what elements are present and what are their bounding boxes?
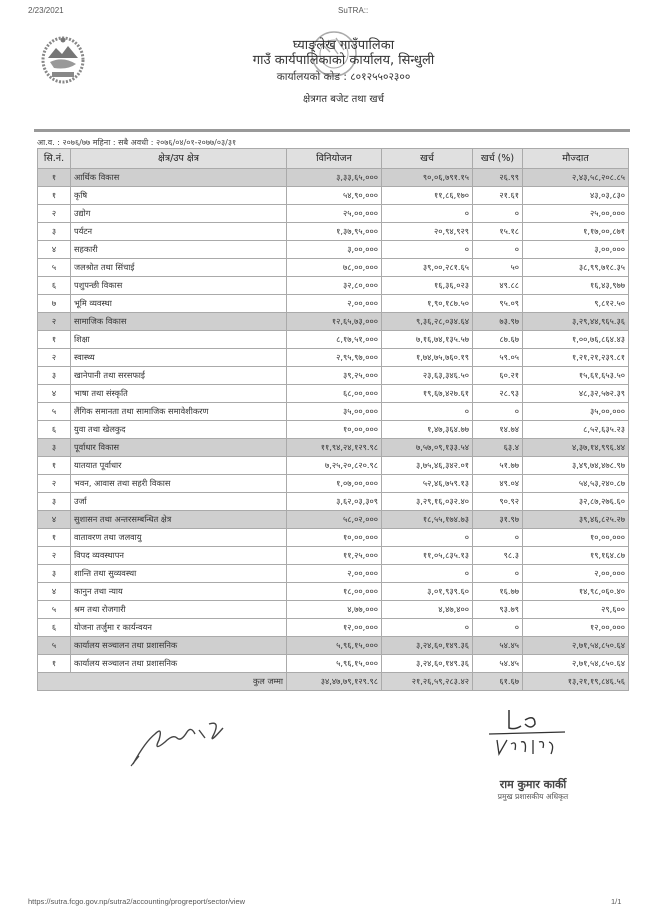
row-expense: ० xyxy=(382,529,473,547)
sector-row xyxy=(38,637,629,655)
row-sector-name: उर्जा xyxy=(71,493,287,511)
row-expense-percent: ० xyxy=(473,403,523,421)
row-serial-number: ३ xyxy=(38,565,71,583)
table-header-row xyxy=(38,149,629,169)
row-balance: ३८,९९,७१८.३५ xyxy=(523,259,629,277)
row-balance: ४८,३२,५७२.३९ xyxy=(523,385,629,403)
subsector-row xyxy=(38,457,629,475)
row-balance: १९,१६४.८७ xyxy=(523,547,629,565)
row-expense: ३,२४,६०,१४९.३६ xyxy=(382,637,473,655)
row-balance: २,७१,५४,८५०.६४ xyxy=(523,637,629,655)
row-allocation: २५,००,००० xyxy=(287,205,382,223)
sector-row xyxy=(38,313,629,331)
row-balance: २,७१,५४,८५०.६४ xyxy=(523,655,629,673)
row-expense-percent: ५४.४५ xyxy=(473,655,523,673)
row-sector-name: लैंगिक समानता तथा सामाजिक समावेशीकरण xyxy=(71,403,287,421)
row-expense-percent: १६.७७ xyxy=(473,583,523,601)
row-balance: २५,००,००० xyxy=(523,205,629,223)
row-allocation: २,९५,९७,००० xyxy=(287,349,382,367)
row-serial-number: ४ xyxy=(38,583,71,601)
row-sector-name: कृषि xyxy=(71,187,287,205)
row-expense: ३,२४,६०,१४९.३६ xyxy=(382,655,473,673)
subsector-row xyxy=(38,187,629,205)
report-title: क्षेत्रगत बजेट तथा खर्च xyxy=(303,94,384,105)
row-balance: १,२१,२१,२३९.८१ xyxy=(523,349,629,367)
row-allocation: १८,००,००० xyxy=(287,583,382,601)
row-expense-percent: ५१.७७ xyxy=(473,457,523,475)
row-sector-name: युवा तथा खेलकुद xyxy=(71,421,287,439)
sector-row xyxy=(38,439,629,457)
row-balance: ३,२९,४४,९६५.३६ xyxy=(523,313,629,331)
row-sector-name: यातयात पूर्वाधार xyxy=(71,457,287,475)
row-allocation: ७,२५,२०,८२०.९८ xyxy=(287,457,382,475)
row-expense: २३,६३,३४६.५० xyxy=(382,367,473,385)
col-header-expense: खर्च xyxy=(382,149,473,169)
row-expense: ११,०५,८३५.१३ xyxy=(382,547,473,565)
row-serial-number: ६ xyxy=(38,619,71,637)
row-sector-name: खानेपानी तथा सरसफाई xyxy=(71,367,287,385)
row-sector-name: भूमि व्यवस्था xyxy=(71,295,287,313)
row-expense: ० xyxy=(382,241,473,259)
row-expense: ० xyxy=(382,565,473,583)
row-serial-number: ३ xyxy=(38,367,71,385)
row-balance: १६,४३,९७७ xyxy=(523,277,629,295)
subsector-row xyxy=(38,385,629,403)
row-balance: २९,६०० xyxy=(523,601,629,619)
row-expense-percent: १४.७४ xyxy=(473,421,523,439)
row-expense-percent: २६.९९ xyxy=(473,169,523,187)
row-allocation: ३,३३,६५,००० xyxy=(287,169,382,187)
signer-role: प्रमुख प्रशासकीय अधिकृत xyxy=(497,792,569,801)
row-expense-percent: ४९.०४ xyxy=(473,475,523,493)
row-allocation: १०,००,००० xyxy=(287,421,382,439)
row-sector-name: आर्थिक विकास xyxy=(71,169,287,187)
row-expense-percent: ० xyxy=(473,205,523,223)
col-header-sn: सि.नं. xyxy=(38,149,71,169)
row-serial-number: ३ xyxy=(38,439,71,457)
row-expense-percent: ५९.०५ xyxy=(473,349,523,367)
row-allocation: ८,१७,५१,००० xyxy=(287,331,382,349)
row-balance: ३,००,००० xyxy=(523,241,629,259)
municipality-name: घ्याङ्लेख गाउँपालिका xyxy=(292,38,395,53)
row-allocation: ३,००,००० xyxy=(287,241,382,259)
row-expense: १६,३६,०२३ xyxy=(382,277,473,295)
row-expense-percent: २८.९३ xyxy=(473,385,523,403)
row-expense: ५२,४६,७५९.१३ xyxy=(382,475,473,493)
row-sector-name: पशुपन्छी विकास xyxy=(71,277,287,295)
row-serial-number: २ xyxy=(38,205,71,223)
subsector-row xyxy=(38,493,629,511)
office-name: गाउँ कार्यपालिकाको कार्यालय, सिन्धुली xyxy=(252,53,435,68)
total-allocation: ३४,४७,७९,१२९.९८ xyxy=(287,673,382,691)
total-percent: ६१.६७ xyxy=(473,673,523,691)
row-balance: १४,९८,०६०.४० xyxy=(523,583,629,601)
row-expense: ३९,००,२८१.६५ xyxy=(382,259,473,277)
subsector-row xyxy=(38,331,629,349)
row-allocation: १,०७,००,००० xyxy=(287,475,382,493)
row-sector-name: कार्यालय सञ्चालन तथा प्रशासनिक xyxy=(71,637,287,655)
print-page-title: SuTRA:: xyxy=(338,6,369,15)
row-serial-number: १ xyxy=(38,187,71,205)
row-expense: १८,५५,१७४.७३ xyxy=(382,511,473,529)
row-sector-name: श्रम तथा रोजगारी xyxy=(71,601,287,619)
row-expense-percent: ५४.४५ xyxy=(473,637,523,655)
row-expense: १,९०,१८७.५० xyxy=(382,295,473,313)
subsector-row xyxy=(38,241,629,259)
row-balance: १५,६१,६५३.५० xyxy=(523,367,629,385)
row-balance: ४३,०३,८३० xyxy=(523,187,629,205)
row-sector-name: कार्यालय सञ्चालन तथा प्रशासनिक xyxy=(71,655,287,673)
header-divider xyxy=(34,129,630,132)
fiscal-period: आ.व. : २०७६/७७ महिना : सबै अवधी : २०७६/०४/०१-२०७७/०३/३१ xyxy=(37,138,237,147)
row-serial-number: १ xyxy=(38,529,71,547)
row-sector-name: विपद व्यवस्थापन xyxy=(71,547,287,565)
row-expense-percent: ७३.९७ xyxy=(473,313,523,331)
row-balance: २,००,००० xyxy=(523,565,629,583)
row-serial-number: २ xyxy=(38,475,71,493)
sector-row xyxy=(38,169,629,187)
office-code: कार्यालयको कोड : ८०१२५५०२३०० xyxy=(276,71,411,83)
row-serial-number: ७ xyxy=(38,295,71,313)
row-balance: ९,८१२.५० xyxy=(523,295,629,313)
row-serial-number: ६ xyxy=(38,421,71,439)
row-balance: ३९,४६,८२५.२७ xyxy=(523,511,629,529)
row-expense: ९,३६,२८,०३४.६४ xyxy=(382,313,473,331)
row-allocation: ३९,२५,००० xyxy=(287,367,382,385)
row-expense: ३,२९,१६,०३२.४० xyxy=(382,493,473,511)
sector-row xyxy=(38,511,629,529)
subsector-row xyxy=(38,223,629,241)
row-serial-number: ४ xyxy=(38,385,71,403)
row-allocation: १०,००,००० xyxy=(287,529,382,547)
row-balance: ३,४९,७४,४७८.९७ xyxy=(523,457,629,475)
row-serial-number: ३ xyxy=(38,223,71,241)
subsector-row xyxy=(38,205,629,223)
row-expense-percent: ० xyxy=(473,529,523,547)
row-expense: ० xyxy=(382,205,473,223)
row-serial-number: १ xyxy=(38,331,71,349)
row-balance: ४,३७,१४,९९६.४४ xyxy=(523,439,629,457)
row-expense-percent: २१.६१ xyxy=(473,187,523,205)
row-sector-name: सुशासन तथा अन्तरसम्बन्धित क्षेत्र xyxy=(71,511,287,529)
total-expense: २१,२६,५९,२८३.४२ xyxy=(382,673,473,691)
total-balance: १३,२१,१९,८४६.५६ xyxy=(523,673,629,691)
print-page-number: 1/1 xyxy=(611,897,622,906)
total-label: कुल जम्मा xyxy=(38,673,287,691)
total-row xyxy=(38,673,629,691)
print-url: https://sutra.fcgo.gov.np/sutra2/accounting/progreport/sector/view xyxy=(28,897,246,906)
row-expense: १९,६७,४२७.६१ xyxy=(382,385,473,403)
row-serial-number: २ xyxy=(38,313,71,331)
subsector-row xyxy=(38,403,629,421)
row-allocation: ७८,००,००० xyxy=(287,259,382,277)
row-serial-number: ३ xyxy=(38,493,71,511)
subsector-row xyxy=(38,367,629,385)
row-sector-name: भवन, आवास तथा सहरी विकास xyxy=(71,475,287,493)
row-allocation: ४,७७,००० xyxy=(287,601,382,619)
row-sector-name: भाषा तथा संस्कृति xyxy=(71,385,287,403)
row-allocation: ६८,००,००० xyxy=(287,385,382,403)
subsector-row xyxy=(38,277,629,295)
row-expense-percent: ३१.९७ xyxy=(473,511,523,529)
col-header-allocation: विनियोजन xyxy=(287,149,382,169)
row-expense-percent: ६३.४ xyxy=(473,439,523,457)
row-expense-percent: ० xyxy=(473,619,523,637)
print-date: 2/23/2021 xyxy=(28,6,64,15)
handwritten-signature-left xyxy=(125,712,245,772)
row-allocation: ११,२५,००० xyxy=(287,547,382,565)
row-expense-percent: ६०.२१ xyxy=(473,367,523,385)
row-sector-name: पूर्वाधार विकास xyxy=(71,439,287,457)
row-expense-percent: ८७.६७ xyxy=(473,331,523,349)
report-header xyxy=(0,38,657,106)
col-header-sector: क्षेत्र/उप क्षेत्र xyxy=(71,149,287,169)
subsector-row xyxy=(38,601,629,619)
row-balance: ३५,००,००० xyxy=(523,403,629,421)
row-serial-number: ६ xyxy=(38,277,71,295)
row-expense-percent: ० xyxy=(473,241,523,259)
row-allocation: १२,००,००० xyxy=(287,619,382,637)
row-sector-name: वातावरण तथा जलवायु xyxy=(71,529,287,547)
row-sector-name: उद्योग xyxy=(71,205,287,223)
row-expense: ३,०१,९३९.६० xyxy=(382,583,473,601)
col-header-balance: मौज्दात xyxy=(523,149,629,169)
row-allocation: ५,९६,१५,००० xyxy=(287,655,382,673)
subsector-row xyxy=(38,655,629,673)
row-balance: ८,५२,६३५.२३ xyxy=(523,421,629,439)
row-allocation: १२,६५,७३,००० xyxy=(287,313,382,331)
row-sector-name: शान्ति तथा सुव्यवस्था xyxy=(71,565,287,583)
row-expense: ९०,०६,७९१.१५ xyxy=(382,169,473,187)
row-allocation: ३५,००,००० xyxy=(287,403,382,421)
row-expense-percent: ९०.९२ xyxy=(473,493,523,511)
row-expense-percent: ९८.३ xyxy=(473,547,523,565)
subsector-row xyxy=(38,295,629,313)
row-expense: २०,९४,९२९ xyxy=(382,223,473,241)
row-allocation: ५८,०२,००० xyxy=(287,511,382,529)
row-balance: १०,००,००० xyxy=(523,529,629,547)
subsector-row xyxy=(38,547,629,565)
row-expense: ३,७५,४६,३४२.०१ xyxy=(382,457,473,475)
row-allocation: ३,६२,०३,३०९ xyxy=(287,493,382,511)
signer-block xyxy=(478,777,588,802)
row-balance: ५४,५३,२४०.८७ xyxy=(523,475,629,493)
row-expense: ० xyxy=(382,619,473,637)
signer-name: राम कुमार कार्की xyxy=(499,778,567,791)
row-allocation: ११,९४,२४,१२९.९८ xyxy=(287,439,382,457)
row-expense: १,७४,७५,७६०.१९ xyxy=(382,349,473,367)
row-allocation: २,००,००० xyxy=(287,565,382,583)
row-expense: ४,४७,४०० xyxy=(382,601,473,619)
row-expense-percent: ९३.७९ xyxy=(473,601,523,619)
row-sector-name: शिक्षा xyxy=(71,331,287,349)
row-balance: १२,००,००० xyxy=(523,619,629,637)
row-expense-percent: ४९.८८ xyxy=(473,277,523,295)
row-serial-number: १ xyxy=(38,457,71,475)
subsector-row xyxy=(38,475,629,493)
row-expense: ११,८६,१७० xyxy=(382,187,473,205)
row-sector-name: योजना तर्जुमा र कार्यन्वयन xyxy=(71,619,287,637)
row-expense-percent: ५० xyxy=(473,259,523,277)
row-serial-number: १ xyxy=(38,169,71,187)
row-expense-percent: १५.१८ xyxy=(473,223,523,241)
row-serial-number: २ xyxy=(38,349,71,367)
row-expense: ७,५७,०९,१३३.५४ xyxy=(382,439,473,457)
row-serial-number: ५ xyxy=(38,403,71,421)
row-allocation: ५,९६,१५,००० xyxy=(287,637,382,655)
row-allocation: ५४,९०,००० xyxy=(287,187,382,205)
subsector-row xyxy=(38,529,629,547)
row-allocation: १,३७,९५,००० xyxy=(287,223,382,241)
row-allocation: २,००,००० xyxy=(287,295,382,313)
handwritten-signature-right xyxy=(485,706,570,761)
col-header-expense-percent: खर्च (%) xyxy=(473,149,523,169)
subsector-row xyxy=(38,259,629,277)
row-serial-number: ५ xyxy=(38,637,71,655)
row-balance: १,१७,००,८७१ xyxy=(523,223,629,241)
subsector-row xyxy=(38,583,629,601)
row-serial-number: २ xyxy=(38,547,71,565)
subsector-row xyxy=(38,619,629,637)
row-serial-number: ५ xyxy=(38,259,71,277)
row-balance: ३२,८७,२७६.६० xyxy=(523,493,629,511)
row-serial-number: ५ xyxy=(38,601,71,619)
row-sector-name: सहकारी xyxy=(71,241,287,259)
row-expense-percent: ० xyxy=(473,565,523,583)
subsector-row xyxy=(38,565,629,583)
sector-budget-table xyxy=(37,148,629,691)
row-sector-name: जलश्रोत तथा सिंचाई xyxy=(71,259,287,277)
row-balance: २,४३,५८,२०८.८५ xyxy=(523,169,629,187)
row-sector-name: कानुन तथा न्याय xyxy=(71,583,287,601)
row-sector-name: सामाजिक विकास xyxy=(71,313,287,331)
row-expense: ७,१६,७४,१३५.५७ xyxy=(382,331,473,349)
row-expense: १,४७,३६४.७७ xyxy=(382,421,473,439)
row-allocation: ३२,८०,००० xyxy=(287,277,382,295)
subsector-row xyxy=(38,421,629,439)
row-expense-percent: ९५.०९ xyxy=(473,295,523,313)
row-sector-name: स्वास्थ्य xyxy=(71,349,287,367)
row-sector-name: पर्यटन xyxy=(71,223,287,241)
row-balance: १,००,७६,८६४.४३ xyxy=(523,331,629,349)
row-serial-number: ४ xyxy=(38,241,71,259)
subsector-row xyxy=(38,349,629,367)
row-expense: ० xyxy=(382,403,473,421)
row-serial-number: ४ xyxy=(38,511,71,529)
row-serial-number: १ xyxy=(38,655,71,673)
